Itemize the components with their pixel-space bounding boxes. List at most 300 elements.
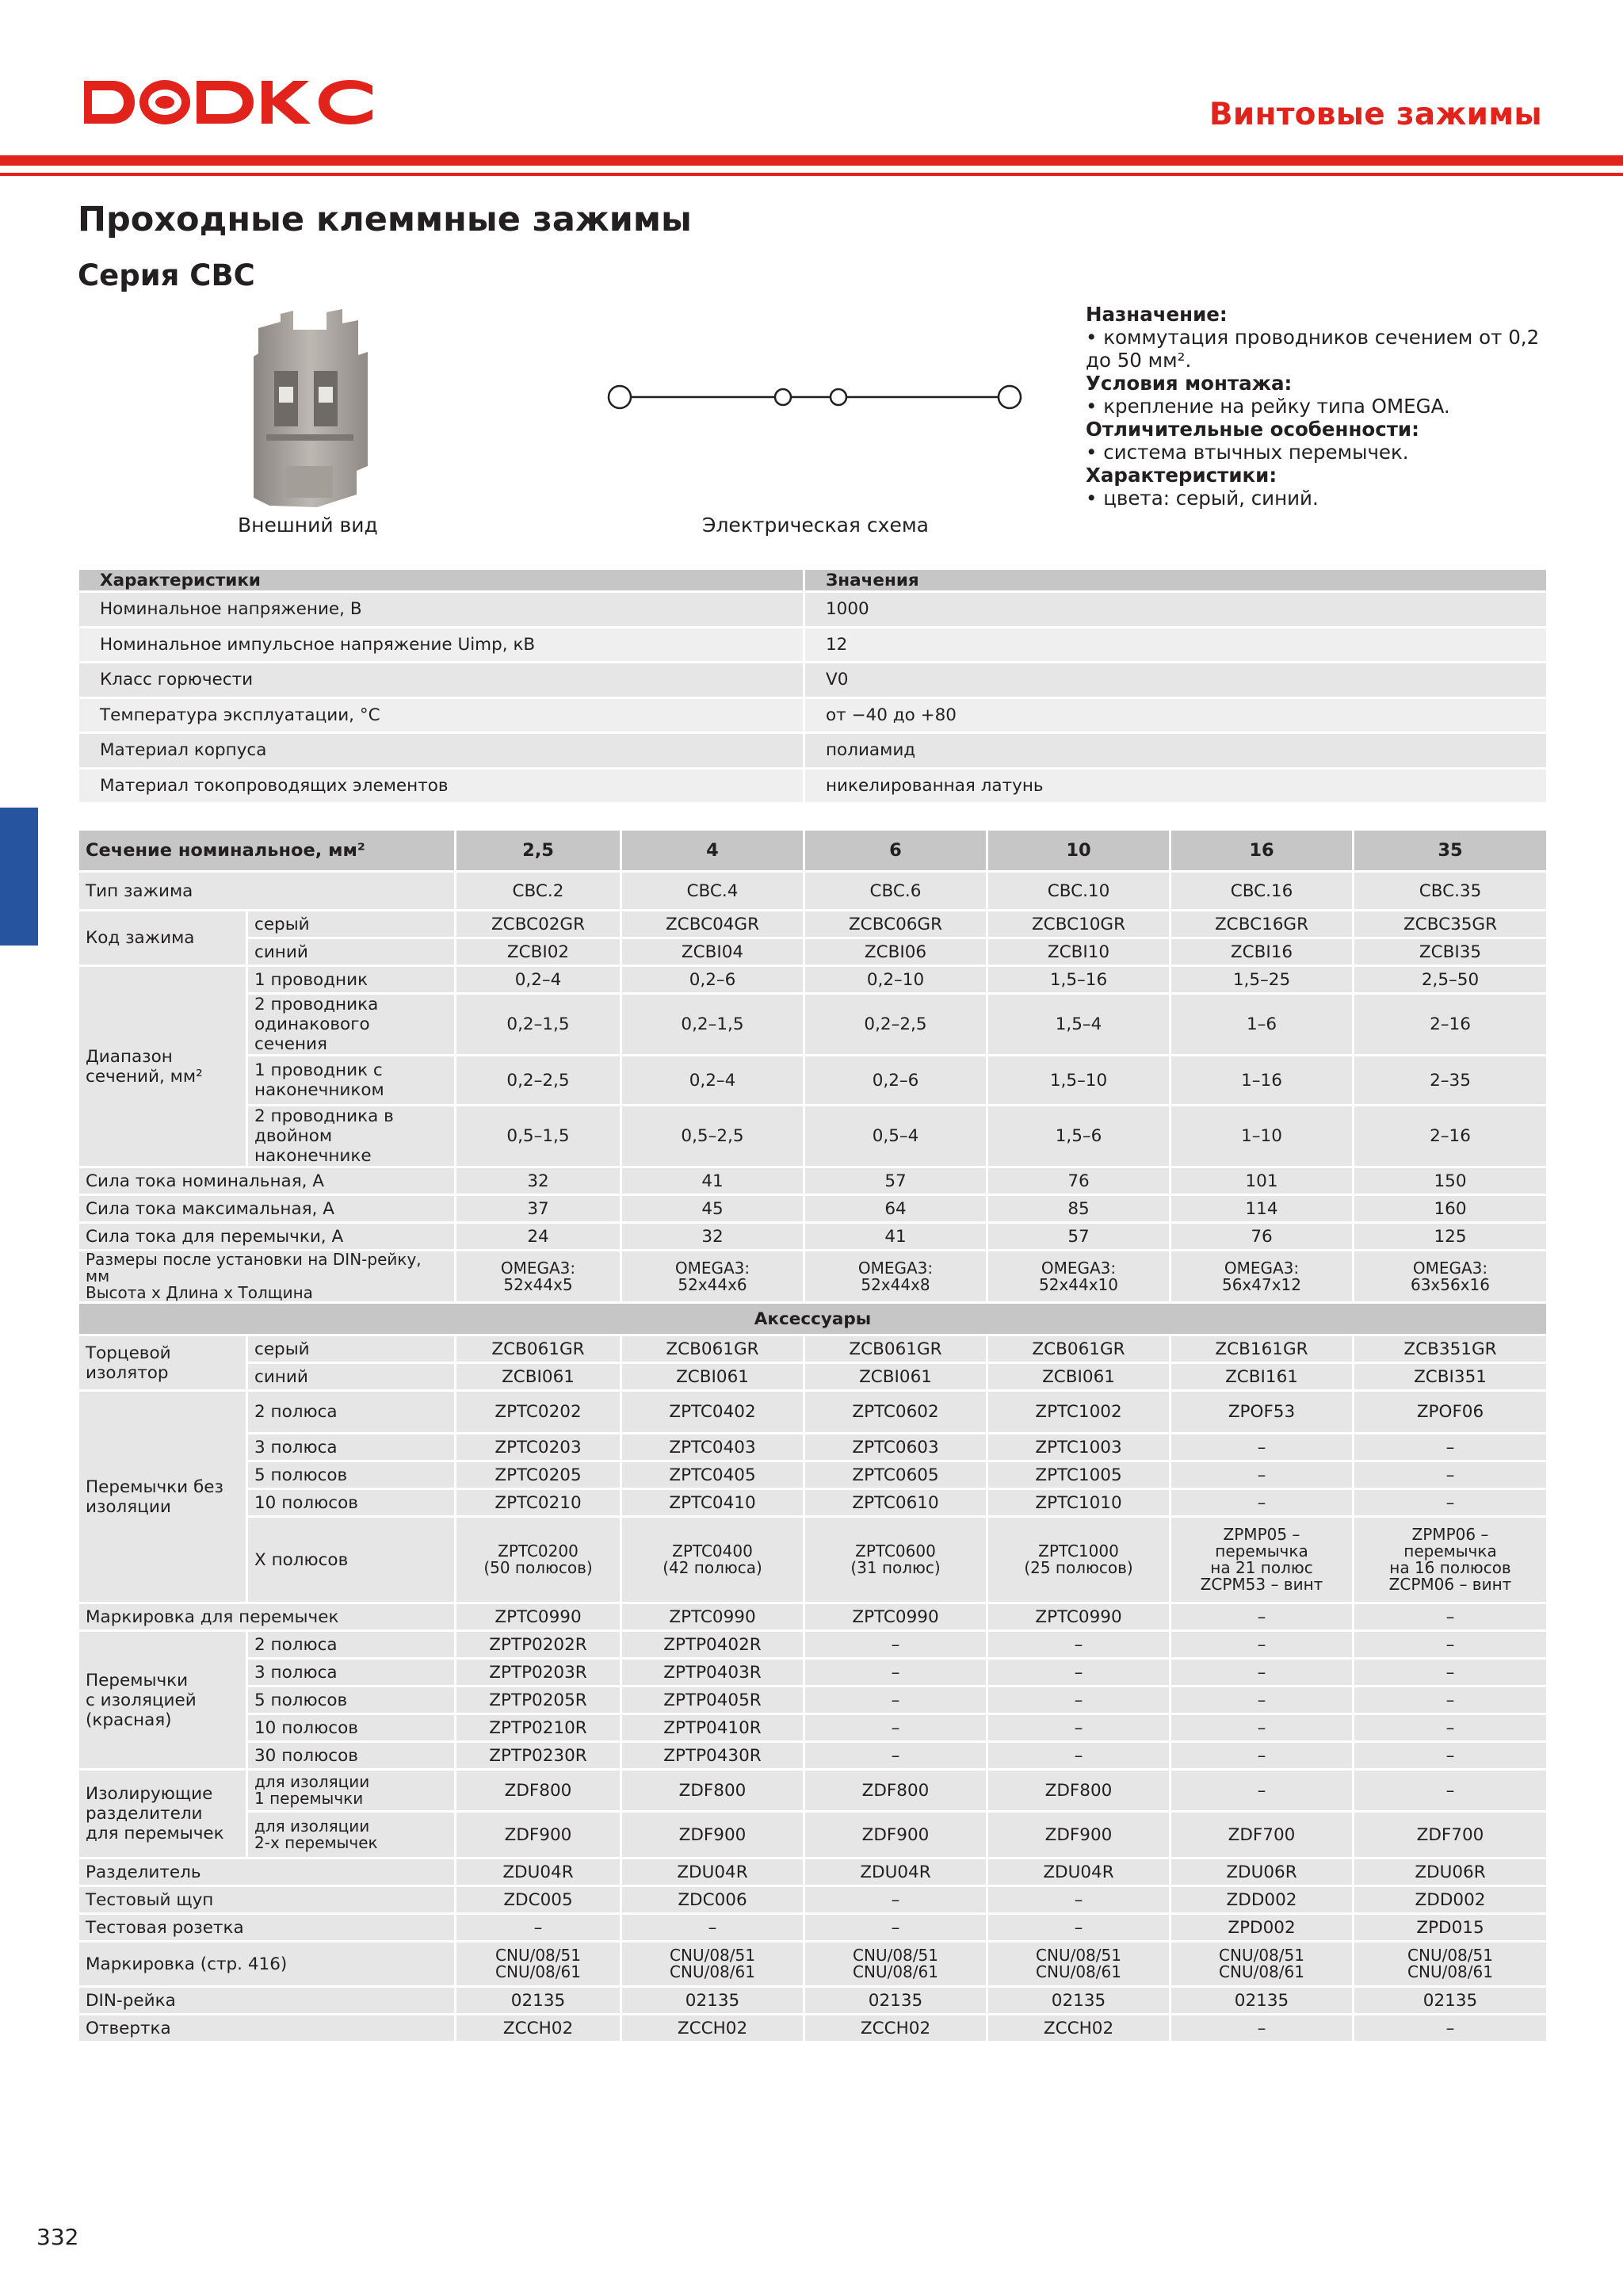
dims-line-1: OMEGA3: [857,1258,934,1278]
table-cell: 0,2–2,5 [456,1056,620,1104]
table-cell: ZDU04R [988,1859,1169,1885]
cell-line: CNU/08/61 [670,1962,755,1981]
table-row [79,1224,1546,1249]
group-label: Перемычки без изоляции [79,1392,246,1602]
header-red-bar [0,155,1623,166]
spec-name: Температура эксплуатации, °C [79,699,803,732]
table-cell: 85 [988,1196,1169,1221]
size-header-cell: 35 [1354,831,1546,870]
table-row [79,1915,1546,1940]
table-cell: ZPTP0430R [622,1743,803,1768]
table-cell: ZDU04R [456,1859,620,1885]
table-cell: 114 [1171,1196,1352,1221]
table-cell: 1,5–6 [988,1106,1169,1166]
cell-line: CNU/08/51 [670,1946,755,1965]
table-cell [988,1943,1169,1985]
row-label: Маркировка для перемычек [79,1604,454,1629]
table-cell: ZCBC02GR [456,911,620,937]
table-cell: ZCBI04 [622,939,803,965]
row-label [79,1251,454,1301]
sub-label: 1 проводник [248,967,454,992]
table-cell: 45 [622,1196,803,1221]
cell-line: ZPMP05 – [1223,1525,1300,1544]
table-row [79,1859,1546,1885]
table-cell: ZCCH02 [622,2015,803,2041]
table-row [79,939,1546,965]
cell-line: CNU/08/61 [495,1962,581,1981]
table-row [79,1943,1546,1985]
table-cell: 2–35 [1354,1056,1546,1104]
table-cell: ZCB061GR [456,1336,620,1362]
table-cell: – [1171,1490,1352,1515]
sub-label: 2 проводника в двойном наконечнике [248,1106,454,1166]
table-cell [1171,1943,1352,1985]
table-cell: ZPTC0210 [456,1490,620,1515]
table-cell: ZDC006 [622,1887,803,1912]
table-cell: 0,2–2,5 [805,995,986,1054]
table-cell [622,1518,803,1602]
table-cell: – [805,1660,986,1685]
cell-line: ZCPM53 – винт [1200,1575,1323,1594]
table-cell: – [805,1887,986,1912]
table-cell: ZDF900 [805,1813,986,1857]
cell-line: CNU/08/61 [1219,1962,1304,1981]
cell-line: (31 полюс) [850,1558,941,1577]
table-cell: 0,2–6 [805,1056,986,1104]
table-row [79,967,1546,992]
table-cell: – [1354,1462,1546,1488]
sub-label: 5 полюсов [248,1462,454,1488]
table-cell: ZPOF53 [1171,1392,1352,1432]
sub-label [248,1813,454,1857]
table-cell: ZPTC0205 [456,1462,620,1488]
table-cell: CBC.16 [1171,873,1352,909]
sub-label: 30 полюсов [248,1743,454,1768]
table-cell [1171,1251,1352,1301]
table-cell: CBC.2 [456,873,620,909]
table-cell: – [988,1687,1169,1713]
table-row [79,1687,1546,1713]
table-cell: ZPTP0202R [456,1632,620,1657]
cell-line: ZPMP06 – [1411,1525,1489,1544]
sub-label: серый [248,1336,454,1362]
table-cell: ZPTP0402R [622,1632,803,1657]
cell-line: (42 полюса) [663,1558,762,1577]
sub-label: 2 полюса [248,1392,454,1432]
table-cell: ZPTC1003 [988,1435,1169,1460]
table-cell: ZPTC0990 [456,1604,620,1629]
table-row [79,1392,1546,1432]
table-cell: ZCBI16 [1171,939,1352,965]
specs-header-characteristics: Характеристики [79,570,803,590]
table-cell: ZPTC0603 [805,1435,986,1460]
table-row [79,1168,1546,1194]
table-cell: – [805,1915,986,1940]
table-row [79,1715,1546,1740]
dims-label-1: Размеры после установки на DIN-рейку, мм [86,1250,422,1286]
table-cell: ZPTC0405 [622,1462,803,1488]
table-row [79,1771,1546,1810]
dims-line-1: OMEGA3: [674,1258,750,1278]
table-cell: – [1354,1743,1546,1768]
table-cell: ZDD002 [1171,1887,1352,1912]
table-cell [456,1251,620,1301]
table-cell: 0,2–4 [456,967,620,992]
table-row [79,873,1546,909]
table-cell: ZPTC0202 [456,1392,620,1432]
page-title: Проходные клеммные зажимы [78,200,692,239]
table-cell: ZCBC16GR [1171,911,1352,937]
schema-caption: Электрическая схема [702,514,929,537]
spec-name: Материал токопроводящих элементов [79,770,803,803]
table-cell: 101 [1171,1168,1352,1194]
cell-line: CNU/08/51 [495,1946,581,1965]
table-cell: ZPTC0203 [456,1435,620,1460]
table-cell: ZPTP0203R [456,1660,620,1685]
sub-label: 3 полюса [248,1435,454,1460]
sub-label: 2 полюса [248,1632,454,1657]
table-cell: 76 [1171,1224,1352,1249]
spec-value: 12 [805,628,1546,662]
spec-name: Класс горючести [79,663,803,697]
specs-row [79,770,1546,803]
table-cell: ZCBC35GR [1354,911,1546,937]
table-cell: 02135 [1354,1988,1546,2013]
purpose-text: • коммутация проводников сечением от 0,2 [1086,326,1540,349]
table-row [79,1435,1546,1460]
table-cell: ZPTC0410 [622,1490,803,1515]
table-cell: ZDF700 [1354,1813,1546,1857]
table-cell: 2,5–50 [1354,967,1546,992]
table-cell: ZCBI35 [1354,939,1546,965]
table-cell [622,1251,803,1301]
table-row [79,1364,1546,1389]
table-cell: ZCBI02 [456,939,620,965]
table-cell [805,1943,986,1985]
table-cell: ZDF800 [988,1771,1169,1810]
table-cell: 1–6 [1171,995,1352,1054]
table-row [79,1887,1546,1912]
table-cell: – [1171,1632,1352,1657]
table-cell: – [1171,1687,1352,1713]
accessories-header-row [79,1304,1546,1334]
label-line: 1 перемычки [254,1789,364,1808]
table-cell: – [988,1743,1169,1768]
table-cell: 64 [805,1196,986,1221]
table-row [79,2015,1546,2041]
table-cell: – [988,1915,1169,1940]
table-cell: CBC.10 [988,873,1169,909]
table-cell: – [805,1743,986,1768]
page-number: 332 [36,2224,79,2250]
table-cell: – [1171,1771,1352,1810]
sub-label: 5 полюсов [248,1687,454,1713]
characteristics-text: • цвета: серый, синий. [1086,487,1319,510]
size-header-cell: 10 [988,831,1169,870]
table-row [79,1056,1546,1104]
table-cell: 76 [988,1168,1169,1194]
table-cell: ZCCH02 [988,2015,1169,2041]
accessories-header: Аксессуары [79,1304,1546,1334]
label-line: для изоляции [254,1772,370,1791]
table-row [79,1196,1546,1221]
group-label: Код зажима [79,911,246,965]
cell-line: CNU/08/61 [853,1962,938,1981]
table-row [79,1251,1546,1301]
dims-line-2: 52x44x5 [503,1274,573,1294]
table-cell: 2–16 [1354,1106,1546,1166]
info-block [1086,303,1561,510]
table-cell: ZCBI161 [1171,1364,1352,1389]
purpose-label: Назначение: [1086,303,1228,326]
group-label [79,1632,246,1768]
table-cell: ZPTC1005 [988,1462,1169,1488]
table-cell: ZPTC1010 [988,1490,1169,1515]
table-cell: 0,5–1,5 [456,1106,620,1166]
cell-line: (50 полюсов) [483,1558,593,1577]
table-row [79,1462,1546,1488]
specs-row [79,699,1546,732]
mount-label: Условия монтажа: [1086,372,1293,395]
cell-line: ZPTC0400 [672,1541,753,1561]
table-cell: 57 [988,1224,1169,1249]
table-cell: 2–16 [1354,995,1546,1054]
row-label: Отвертка [79,2015,454,2041]
table-cell: ZDU06R [1171,1859,1352,1885]
cell-line: CNU/08/51 [1219,1946,1304,1965]
row-label: Сила тока номинальная, А [79,1168,454,1194]
table-cell: ZCBI061 [622,1364,803,1389]
sub-label: 10 полюсов [248,1490,454,1515]
table-cell: ZPTP0403R [622,1660,803,1685]
specs-header-row [79,570,1546,590]
cell-line: CNU/08/61 [1036,1962,1121,1981]
table-cell: – [1354,1604,1546,1629]
size-header-label: Сечение номинальное, мм² [79,831,454,870]
label-line: Перемычки [86,1670,189,1690]
size-header-row [79,831,1546,870]
cell-line: CNU/08/51 [1036,1946,1121,1965]
table-cell: ZCBI06 [805,939,986,965]
table-cell: 41 [805,1224,986,1249]
table-cell: 0,5–2,5 [622,1106,803,1166]
table-cell: ZCBC04GR [622,911,803,937]
table-cell: CBC.35 [1354,873,1546,909]
table-cell [456,1943,620,1985]
table-cell: ZCBC06GR [805,911,986,937]
dims-line-1: OMEGA3: [1224,1258,1300,1278]
table-cell [1171,1518,1352,1602]
table-cell: ZCBI351 [1354,1364,1546,1389]
spec-value: полиамид [805,734,1546,767]
table-cell: ZCBC10GR [988,911,1169,937]
table-cell: ZDF800 [622,1771,803,1810]
table-cell: – [988,1660,1169,1685]
dims-line-2: 52x44x6 [678,1274,747,1294]
table-cell [1354,1943,1546,1985]
row-label: DIN-рейка [79,1988,454,2013]
size-header-cell: 16 [1171,831,1352,870]
spec-value: никелированная латунь [805,770,1546,803]
table-cell: – [1354,2015,1546,2041]
dims-line-1: OMEGA3: [1041,1258,1117,1278]
table-cell: – [805,1687,986,1713]
cell-line: ZPTC0200 [498,1541,579,1561]
table-row [79,911,1546,937]
table-cell: – [805,1632,986,1657]
mount-text: • крепление на рейку типа OMEGA. [1086,395,1450,418]
spec-name: Материал корпуса [79,734,803,767]
table-row [79,1813,1546,1857]
table-row [79,1660,1546,1685]
table-cell: ZPTC0605 [805,1462,986,1488]
table-cell: ZCBI061 [988,1364,1169,1389]
table-cell: 1–10 [1171,1106,1352,1166]
table-cell: 0,2–10 [805,967,986,992]
table-cell: ZCCH02 [456,2015,620,2041]
table-cell: – [1171,2015,1352,2041]
table-cell [805,1518,986,1602]
table-cell: ZDU04R [622,1859,803,1885]
table-cell: ZDF900 [456,1813,620,1857]
table-cell [1354,1518,1546,1602]
cell-line: на 16 полюсов [1389,1558,1511,1577]
table-cell [1354,1251,1546,1301]
table-cell [805,1251,986,1301]
table-cell: 32 [622,1224,803,1249]
table-cell: ZCBI061 [805,1364,986,1389]
table-row [79,1743,1546,1768]
table-cell: 0,2–4 [622,1056,803,1104]
cell-line: ZPTC1000 [1038,1541,1119,1561]
label-line: 2-х перемычек [254,1833,378,1852]
table-cell: ZPTC0602 [805,1392,986,1432]
specs-row [79,593,1546,626]
row-label: Сила тока для перемычки, А [79,1224,454,1249]
table-row [79,1106,1546,1166]
specs-row [79,663,1546,697]
table-cell: – [988,1715,1169,1740]
table-cell: ZPTC0990 [805,1604,986,1629]
label-line: с изоляцией [86,1690,197,1710]
table-row [79,1604,1546,1629]
table-cell: ZCCH02 [805,2015,986,2041]
table-cell: ZDF900 [988,1813,1169,1857]
table-cell: CBC.4 [622,873,803,909]
table-cell: ZCB351GR [1354,1336,1546,1362]
specs-row [79,734,1546,767]
table-cell: ZPTP0205R [456,1687,620,1713]
row-label: Тип зажима [79,873,454,909]
table-cell: ZPTP0405R [622,1687,803,1713]
table-cell: – [1354,1632,1546,1657]
table-cell: ZDF700 [1171,1813,1352,1857]
sub-label: 10 полюсов [248,1715,454,1740]
table-cell: 150 [1354,1168,1546,1194]
table-cell: ZDD002 [1354,1887,1546,1912]
cell-line: перемычка [1403,1541,1497,1561]
table-cell: ZCB061GR [988,1336,1169,1362]
cell-line: CNU/08/51 [853,1946,938,1965]
sub-label: синий [248,1364,454,1389]
sub-label: 2 проводника одинакового сечения [248,995,454,1054]
table-cell: – [805,1715,986,1740]
table-cell: ZCB161GR [1171,1336,1352,1362]
table-cell: ZDC005 [456,1887,620,1912]
dkc-logo [78,74,376,130]
row-label: Разделитель [79,1859,454,1885]
table-cell: – [1171,1604,1352,1629]
table-cell: ZPTP0230R [456,1743,620,1768]
specs-table [77,567,1549,804]
dims-line-1: OMEGA3: [1412,1258,1488,1278]
size-header-cell: 2,5 [456,831,620,870]
table-cell: ZDF800 [456,1771,620,1810]
spec-name: Номинальное импульсное напряжение Uimp, кВ [79,628,803,662]
cell-line: на 21 полюс [1210,1558,1313,1577]
features-label: Отличительные особенности: [1086,418,1419,441]
table-cell: – [1171,1435,1352,1460]
product-table [77,828,1549,2043]
features-text: • система втычных перемычек. [1086,441,1409,464]
table-cell: – [988,1887,1169,1912]
group-label: Торцевой изолятор [79,1336,246,1389]
table-cell: ZPD002 [1171,1915,1352,1940]
row-label: Тестовый щуп [79,1887,454,1912]
label-line: для изоляции [254,1817,370,1836]
table-cell: 02135 [456,1988,620,2013]
table-row [79,995,1546,1054]
table-cell: – [1171,1743,1352,1768]
row-label: Маркировка (стр. 416) [79,1943,454,1985]
dkc-logo-icon [78,74,376,130]
table-row [79,1632,1546,1657]
table-cell: 41 [622,1168,803,1194]
row-label: Сила тока максимальная, А [79,1196,454,1221]
table-cell: – [1354,1687,1546,1713]
table-cell: 0,2–6 [622,967,803,992]
table-cell: 1,5–16 [988,967,1169,992]
table-cell: ZPTC0990 [988,1604,1169,1629]
dims-line-1: OMEGA3: [500,1258,576,1278]
table-cell: – [988,1632,1169,1657]
table-cell: ZDU04R [805,1859,986,1885]
table-cell: ZPTP0210R [456,1715,620,1740]
table-cell: 1,5–4 [988,995,1169,1054]
sub-label: синий [248,939,454,965]
table-cell: ZPTC0990 [622,1604,803,1629]
table-cell: – [1354,1660,1546,1685]
cell-line: перемычка [1215,1541,1308,1561]
purpose-text-2: до 50 мм². [1086,349,1192,372]
table-cell: ZCB061GR [805,1336,986,1362]
table-cell: 57 [805,1168,986,1194]
table-cell: ZPD015 [1354,1915,1546,1940]
table-cell: CBC.6 [805,873,986,909]
table-cell: – [1354,1490,1546,1515]
table-cell: – [1171,1462,1352,1488]
appearance-caption: Внешний вид [238,514,378,537]
specs-row [79,628,1546,662]
table-cell: ZPOF06 [1354,1392,1546,1432]
table-cell: ZPTC0403 [622,1435,803,1460]
cell-line: ZCPM06 – винт [1388,1575,1512,1594]
table-cell: 02135 [1171,1988,1352,2013]
table-cell: 02135 [622,1988,803,2013]
table-cell: ZCB061GR [622,1336,803,1362]
table-cell: 02135 [805,1988,986,2013]
size-header-cell: 6 [805,831,986,870]
